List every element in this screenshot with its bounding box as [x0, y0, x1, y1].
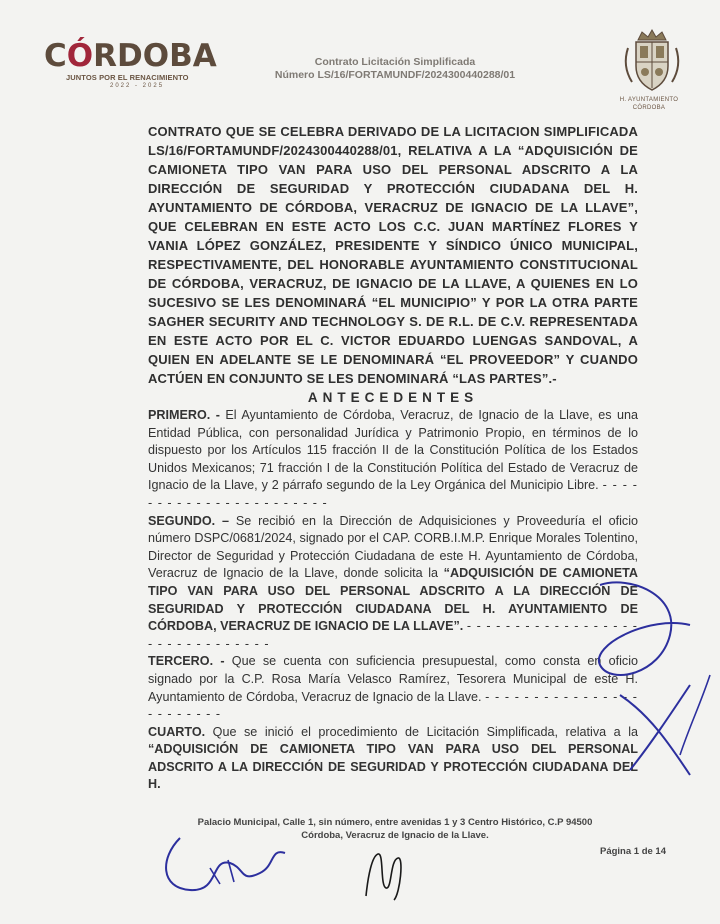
coat-of-arms-icon — [618, 26, 686, 96]
logo-accent-letter: Ó — [66, 38, 94, 74]
paragraph-lead: CUARTO. — [148, 724, 206, 739]
footer-city: Córdoba, Veracruz de Ignacio de la Llave. — [301, 830, 489, 841]
paragraph-lead: PRIMERO. - — [148, 408, 220, 422]
contract-body — [148, 122, 638, 794]
paragraph-lead: SEGUNDO. – — [148, 513, 230, 528]
header-contract-number: Número LS/16/FORTAMUNDF/2024300440288/01 — [274, 69, 516, 81]
paragraph-segundo: SEGUNDO. – Se recibió en la Dirección de Adquisiciones y Proveeduría el oficio número DSPC/0681/2024, signado por el CAP. CORB.I.M.P. Enrique Morales Tolentino, Director de Seguridad y Protección Ciudadana de este H. Ayuntamiento de Córdoba, Veracruz de Ignacio de la Llave, donde solicita la “ADQUISICIÓN DE CAMIONETA TIPO VAN PARA USO DEL PERSONAL ADSCRITO A LA DIRECCIÓN DE SEGURIDAD Y PROTECCIÓN CIUDADANA DEL H. AYUNTAMIENTO DE CÓRDOBA, VERACRUZ DE IGNACIO DE LA LLAVE”. - - - - - - - - - - - - - - - - - - - - - - - - - - - - - - - — [148, 513, 639, 651]
page-footer — [150, 816, 640, 842]
logo-tagline: JUNTOS POR EL RENACIMIENTO — [66, 73, 189, 82]
paragraph-lead: TERCERO. - — [148, 654, 225, 669]
logo-years: 2022 - 2025 — [110, 83, 165, 89]
cordoba-logo — [44, 38, 217, 89]
signature-black-initials — [358, 846, 408, 906]
section-heading-antecedentes: ANTECEDENTES — [307, 390, 479, 405]
paragraph-primero: PRIMERO. - El Ayuntamiento de Córdoba, Veracruz, de Ignacio de la Llave, es una Entidad Pública, con personalidad Jurídica y Patrimonio Propio, en términos de lo dispuesto por los Artículos 115 fracción II de la Constitución Política de los Estados Unidos Mexicanos; 71 fracción I de la Constitución Política del Estado de Veracruz de Ignacio de la Llave, y 2 párrafo segundo de la Ley Orgánica del Municipio Libre. - - - - - - - - - - - - - - - - - - - - - - - — [148, 408, 638, 510]
footer-address: Palacio Municipal, Calle 1, sin número, entre avenidas 1 y 3 Centro Histórico, C.P 94500 — [197, 817, 593, 828]
crest-caption: H. AYUNTAMIENTO CÓRDOBA — [619, 97, 679, 111]
paragraph-tercero: TERCERO. - Que se cuenta con suficiencia presupuestal, como consta en oficio signado por la C.P. Rosa María Velasco Ramírez, Tesorera Municipal de este H. Ayuntamiento de Córdoba, Veracruz de Ignacio de la Llave. - - - - - - - - - - - - - - - - - - - - - - - - — [148, 654, 639, 722]
contract-intro: CONTRATO QUE SE CELEBRA DERIVADO DE LA LICITACION SIMPLIFICADA LS/16/FORTAMUNDF/2024300440288/01, RELATIVA A LA “ADQUISICIÓN DE CAMIONETA TIPO VAN PARA USO DEL PERSONAL ADSCRITO A LA DIRECCIÓN DE SEGURIDAD Y PROTECCIÓN CIUDADANA DEL H. AYUNTAMIENTO DE CÓRDOBA, VERACRUZ DE IGNACIO DE LA LLAVE”, QUE CELEBRAN EN ESTE ACTO LOS C.C. JUAN MARTÍNEZ FLORES Y VANIA LÓPEZ GONZÁLEZ, PRESIDENTE Y SÍNDICO ÚNICO MUNICIPAL, RESPECTIVAMENTE, DEL HONORABLE AYUNTAMIENTO CONSTITUCIONAL DE CÓRDOBA, VERACRUZ, DE IGNACIO DE LA LLAVE, A QUIENES EN LO SUCESIVO SE LES DENOMINARÁ “EL MUNICIPIO” Y POR LA OTRA PARTE SAGHER SECURITY AND TECHNOLOGY S. DE R.L. DE C.V. REPRESENTADA EN ESTE ACTO POR EL C. VICTOR EDUARDO LUENGAS SANDOVAL, A QUIEN EN ADELANTE SE LE DENOMINARÁ “EL PROVEEDOR” Y CUANDO ACTÚEN EN CONJUNTO SE LES DENOMINARÁ “LAS PARTES”.- — [148, 124, 638, 386]
header-title: Contrato Licitación Simplificada — [314, 56, 476, 68]
paragraph-cuarto: CUARTO. Que se inició el procedimiento de Licitación Simplificada, relativa a la “ADQUISICIÓN DE CAMIONETA TIPO VAN PARA USO DEL PERSONAL ADSCRITO A LA DIRECCIÓN DE SEGURIDAD Y PROTECCIÓN CIUDADANA DEL H. — [148, 724, 638, 792]
logo-wordmark: CÓRDOBA — [44, 38, 217, 74]
document-header — [225, 56, 565, 82]
page-number: Página 1 de 14 — [600, 846, 667, 857]
